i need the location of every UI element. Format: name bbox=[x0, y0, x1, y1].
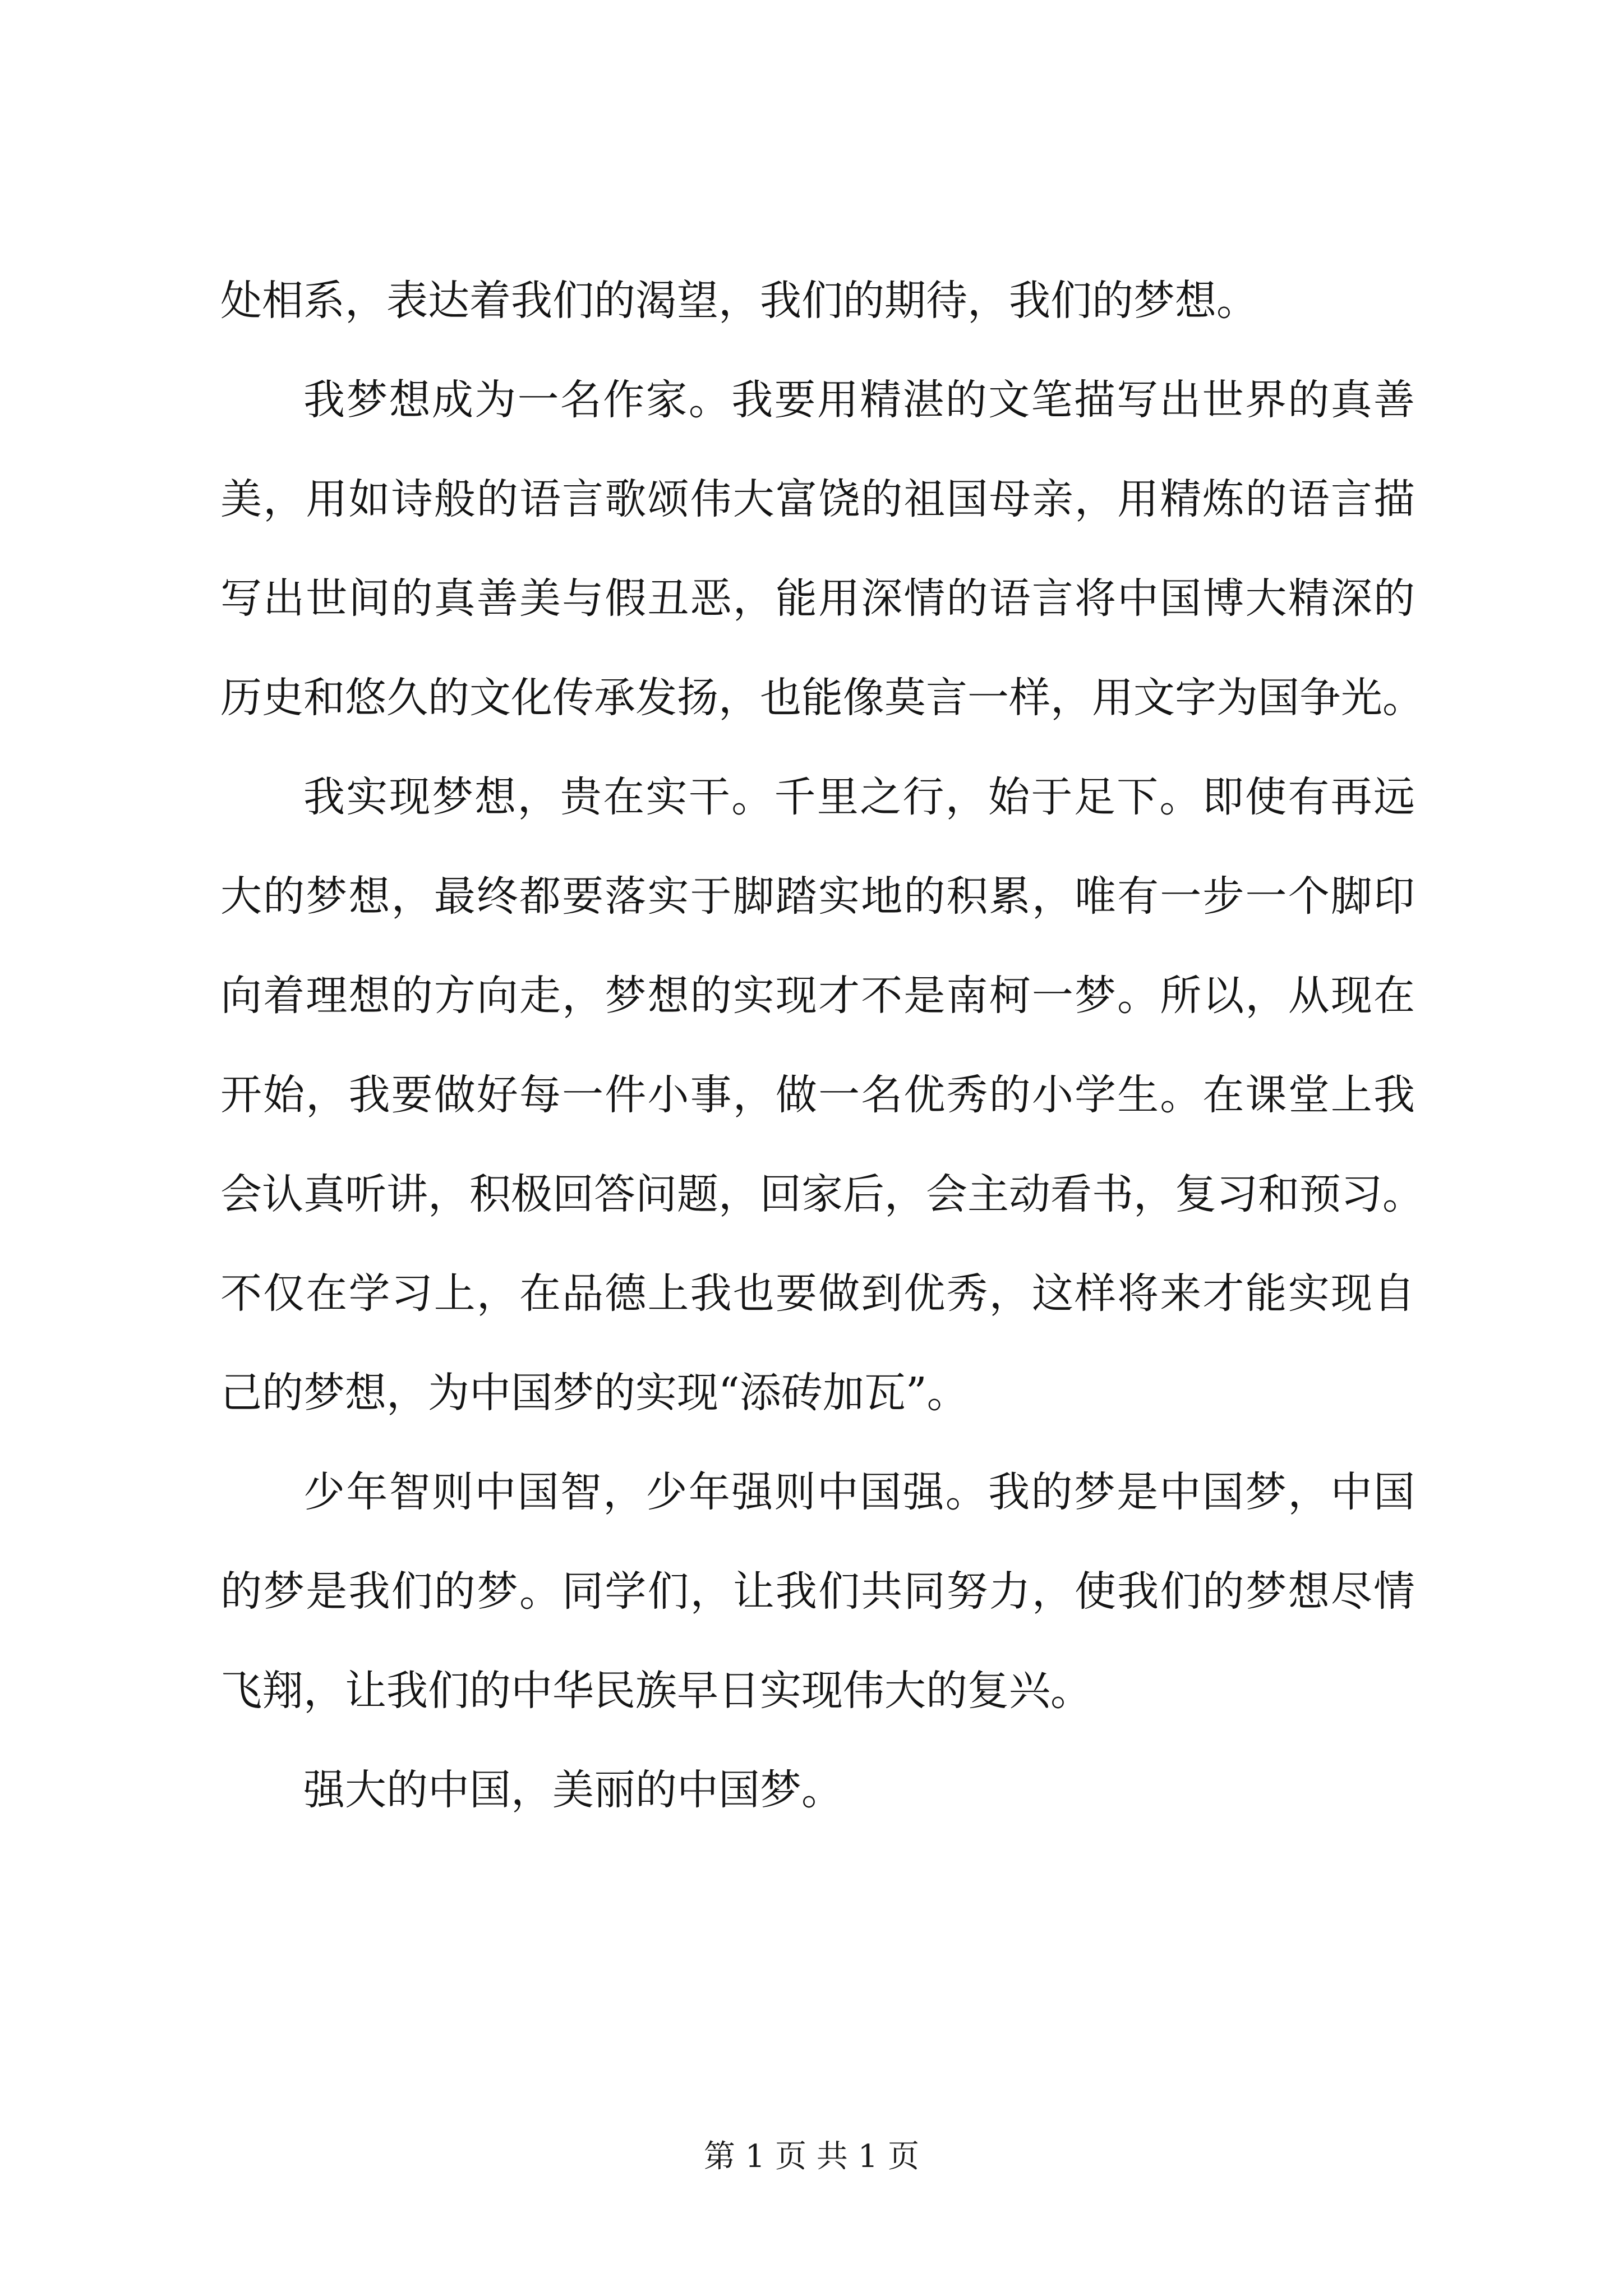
document-body bbox=[220, 251, 1424, 1840]
text-line: 写出世间的真善美与假丑恶，能用深情的语言将中国博大精深的 bbox=[220, 574, 1415, 623]
page-number-footer: 第 1 页 共 1 页 bbox=[703, 2138, 920, 2175]
text-line: 我实现梦想，贵在实干。千里之行，始于足下。即使有再远 bbox=[303, 773, 1415, 821]
text-line: 会认真听讲，积极回答问题，回家后，会主动看书，复习和预习。 bbox=[220, 1170, 1424, 1218]
text-line: 开始，我要做好每一件小事，做一名优秀的小学生。在课堂上我 bbox=[220, 1071, 1415, 1119]
text-line: 不仅在学习上，在品德上我也要做到优秀，这样将来才能实现自 bbox=[220, 1269, 1415, 1318]
text-line: 向着理想的方向走，梦想的实现才不是南柯一梦。所以，从现在 bbox=[220, 972, 1415, 1020]
text-line: 己的梦想，为中国梦的实现“添砖加瓦”。 bbox=[220, 1369, 969, 1417]
text-line: 飞翔，让我们的中华民族早日实现伟大的复兴。 bbox=[220, 1667, 1092, 1715]
text-line: 大的梦想，最终都要落实于脚踏实地的积累，唯有一步一个脚印 bbox=[220, 872, 1415, 921]
text-line: 的梦是我们的梦。同学们，让我们共同努力，使我们的梦想尽情 bbox=[220, 1567, 1415, 1616]
text-line: 强大的中国，美丽的中国梦。 bbox=[303, 1766, 843, 1814]
text-line: 历史和悠久的文化传承发扬，也能像莫言一样，用文字为国争光。 bbox=[220, 674, 1424, 722]
text-line: 少年智则中国智，少年强则中国强。我的梦是中国梦，中国 bbox=[303, 1468, 1415, 1516]
text-line: 我梦想成为一名作家。我要用精湛的文笔描写出世界的真善 bbox=[303, 376, 1415, 424]
text-line: 美，用如诗般的语言歌颂伟大富饶的祖国母亲，用精炼的语言描 bbox=[220, 475, 1415, 523]
text-line: 处相系，表达着我们的渴望，我们的期待，我们的梦想。 bbox=[220, 277, 1258, 325]
